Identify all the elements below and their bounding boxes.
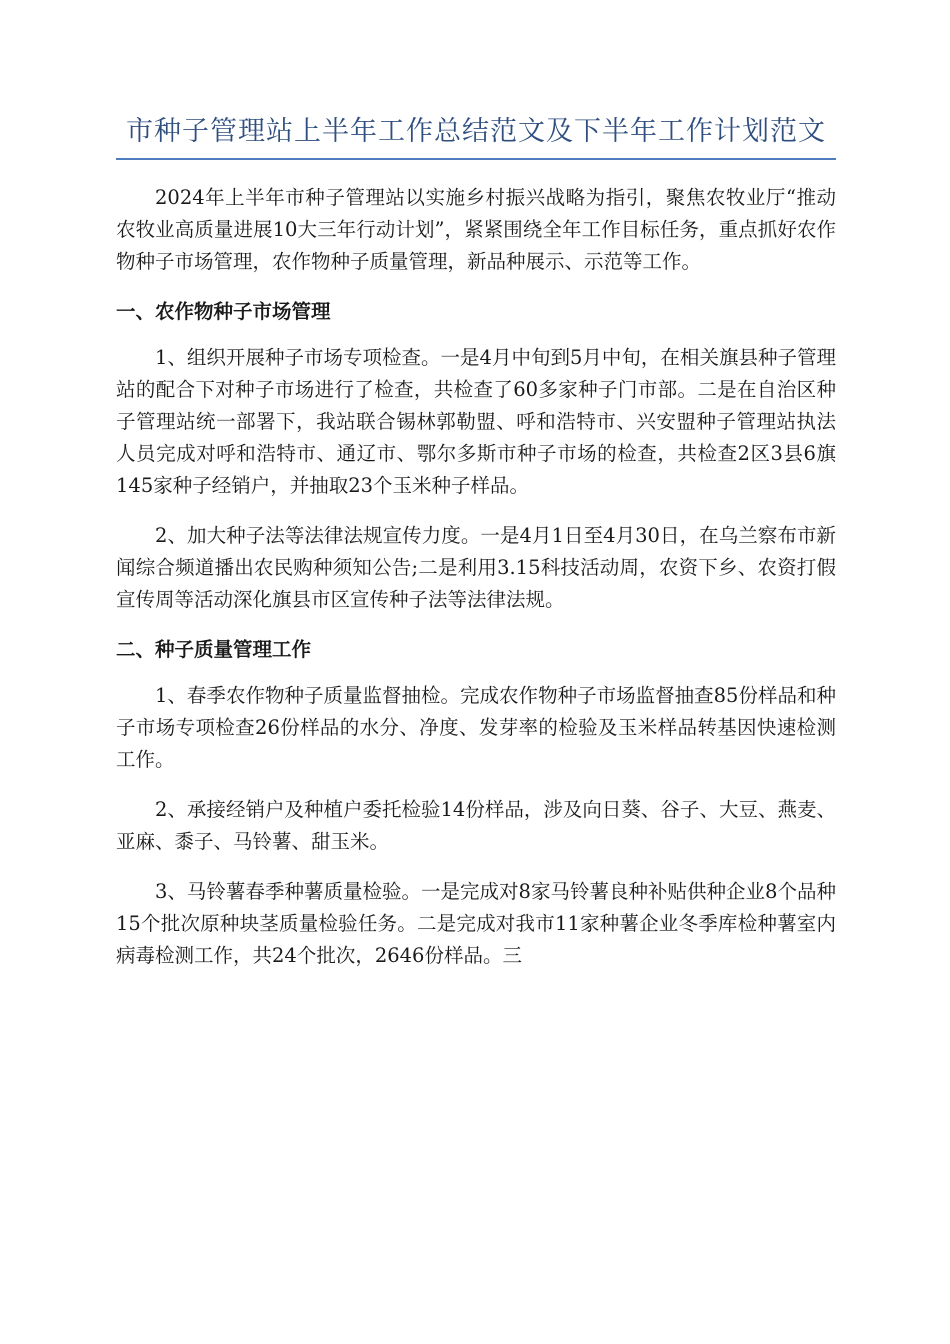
intro-paragraph: 2024年上半年市种子管理站以实施乡村振兴战略为指引，聚焦农牧业厅“推动农牧业高质量进展10大三年行动计划”，紧紧围绕全年工作目标任务，重点抓好农作物种子市场管理，农作物种子质量管理，新品种展示、示范等工作。 xyxy=(116,186,836,273)
document-title: 市种子管理站上半年工作总结范文及下半年工作计划范文 xyxy=(126,116,826,147)
paragraph-spring-sampling: 1、春季农作物种子质量监督抽检。完成农作物种子市场监督抽查85份样品和种子市场专项检查26份样品的水分、净度、发芽率的检验及玉米样品转基因快速检测工作。 xyxy=(116,684,836,771)
title-underline xyxy=(116,158,836,160)
section-heading-quality: 二、种子质量管理工作 xyxy=(116,638,312,661)
section-heading-market: 一、农作物种子市场管理 xyxy=(116,300,331,323)
paragraph-law-publicity: 2、加大种子法等法律法规宣传力度。一是4月1日至4月30日，在乌兰察布市新闻综合频道播出农民购种须知公告;二是利用3.15科技活动周，农资下乡、农资打假宣传周等活动深化旗县市区宣传种子法等法律法规。 xyxy=(116,524,836,611)
paragraph-potato-testing: 3、马铃薯春季种薯质量检验。一是完成对8家马铃薯良种补贴供种企业8个品种15个批次原种块茎质量检验任务。二是完成对我市11家种薯企业冬季库检种薯室内病毒检测工作，共24个批次，2646份样品。三 xyxy=(116,880,836,967)
document-page xyxy=(116,112,836,990)
paragraph-commissioned-testing: 2、承接经销户及种植户委托检验14份样品，涉及向日葵、谷子、大豆、燕麦、亚麻、黍子、马铃薯、甜玉米。 xyxy=(116,798,836,853)
paragraph-market-inspection: 1、组织开展种子市场专项检查。一是4月中旬到5月中旬，在相关旗县种子管理站的配合下对种子市场进行了检查，共检查了60多家种子门市部。二是在自治区种子管理站统一部署下，我站联合锡林郭勒盟、呼和浩特市、兴安盟种子管理站执法人员完成对呼和浩特市、通辽市、鄂尔多斯市种子市场的检查，共检查2区3县6旗145家种子经销户，并抽取23个玉米种子样品。 xyxy=(116,346,836,497)
